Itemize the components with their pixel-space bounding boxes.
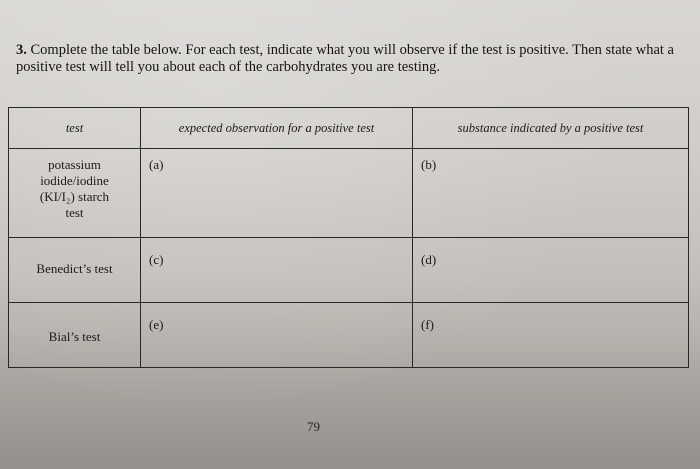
question-3 (16, 42, 686, 76)
test-name-line: Benedict’s test (36, 261, 113, 276)
table-row (9, 149, 689, 238)
test-name-line: test (65, 205, 84, 220)
question-number: 3. (16, 42, 27, 58)
test-name-cell (9, 149, 141, 238)
test-name-line: (KI/I₂) starch (39, 189, 110, 204)
test-name-cell (9, 238, 141, 303)
substance-cell-d[interactable]: (d) (413, 238, 689, 303)
observation-cell-c[interactable]: (c) (141, 238, 413, 303)
observation-cell-e[interactable]: (e) (141, 303, 413, 368)
header-observation: expected observation for a positive test (141, 108, 413, 149)
carbohydrate-test-table (8, 107, 689, 368)
question-text: Complete the table below. For each test, indicate what you will observe if the test is positive. Then state what a positive test will tell you about each of the carbohydrates you are testing. (16, 42, 674, 75)
test-name-line: iodide/iodine (40, 173, 109, 188)
table-row (9, 303, 689, 368)
substance-cell-b[interactable]: (b) (413, 149, 689, 238)
test-name-line: potassium (48, 157, 101, 172)
substance-cell-f[interactable]: (f) (413, 303, 689, 368)
observation-cell-a[interactable]: (a) (141, 149, 413, 238)
header-test: test (9, 108, 141, 149)
table-header-row (9, 108, 689, 149)
table-row (9, 238, 689, 303)
test-name-line: Bial’s test (48, 329, 101, 344)
page-number: 79 (307, 419, 320, 434)
test-name-cell (9, 303, 141, 368)
header-substance: substance indicated by a positive test (413, 108, 689, 149)
